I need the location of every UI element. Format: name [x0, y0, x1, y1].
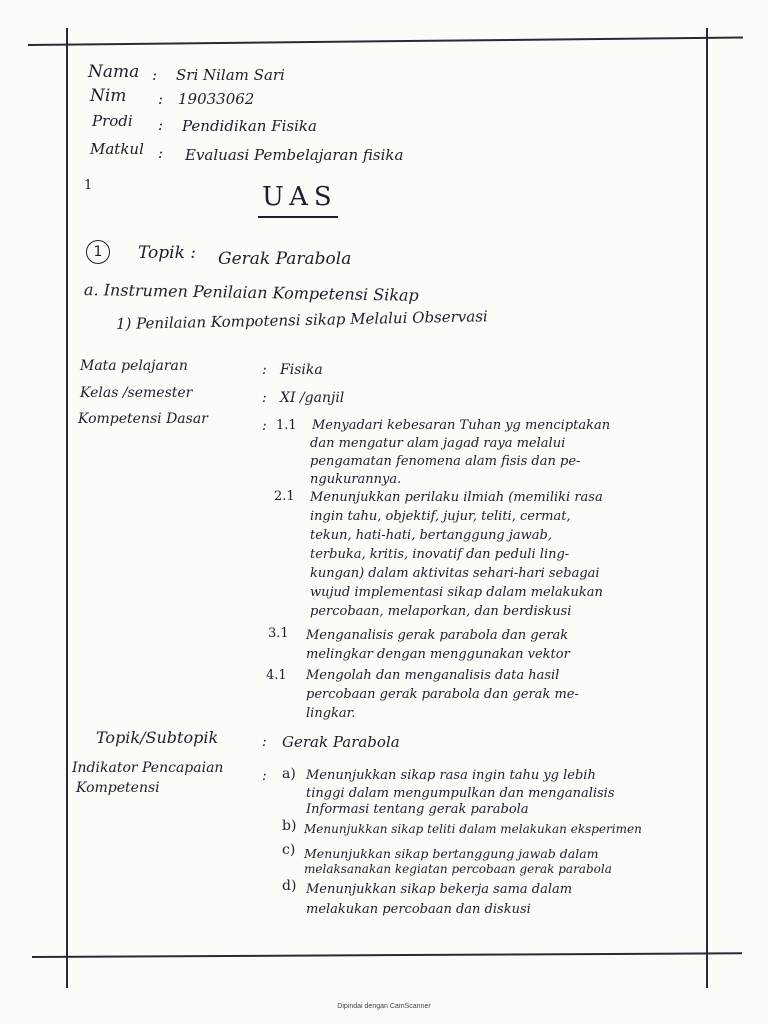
topik-subtopik-label: Topik/Subtopik [96, 728, 219, 747]
kd-sep: : [262, 418, 267, 434]
kd-item-line: Menganalisis gerak parabola dan gerak [306, 628, 569, 643]
kd-item-line: melingkar dengan menggunakan vektor [306, 647, 570, 662]
bottom-margin-line [32, 952, 742, 957]
title-underline [258, 216, 338, 218]
kd-item-line: ingin tahu, objektif, jujur, teliti, cermat, [310, 509, 571, 524]
indikator-line: Menunjukkan sikap bertanggung jawab dalam [304, 846, 599, 861]
kelas-label: Kelas /semester [80, 385, 193, 401]
top-margin-line [28, 37, 743, 46]
indikator-letter: a) [282, 766, 296, 782]
topik-subtopik-sep: : [262, 734, 267, 750]
kd-item-line: kungan) dalam aktivitas sehari-hari sebagai [310, 566, 600, 581]
indikator-line: melakukan percobaan dan diskusi [306, 902, 531, 917]
indikator-letter: d) [282, 878, 297, 894]
kd-item-line: terbuka, kritis, inovatif dan peduli ling- [310, 547, 570, 562]
nama-label: Nama [88, 62, 140, 82]
indikator-line: Informasi tentang gerak parabola [306, 802, 529, 817]
indikator-line: tinggi dalam mengumpulkan dan menganalisis [306, 786, 615, 801]
nim-value: 19033062 [178, 90, 255, 108]
kd-item-line: percobaan, melaporkan, dan berdiskusi [310, 604, 572, 619]
matkul-value: Evaluasi Pembelajaran fisika [185, 146, 404, 164]
indikator-line: Menunjukkan sikap teliti dalam melakukan eksperimen [304, 822, 642, 836]
kd-item-line: percobaan gerak parabola dan gerak me- [306, 687, 579, 702]
page-title: UAS [262, 182, 338, 212]
topik-subtopik-value: Gerak Parabola [282, 733, 400, 751]
nama-sep: : [152, 66, 158, 84]
matkul-label: Matkul [90, 140, 144, 158]
indikator-label-cont: Kompetensi [76, 780, 160, 796]
matkul-sep: : [158, 144, 164, 162]
topik-label: Topik : [138, 243, 197, 263]
topik-value: Gerak Parabola [218, 249, 352, 269]
kd-label: Kompetensi Dasar [78, 411, 208, 427]
kd-item-number: 4.1 [266, 668, 287, 683]
indikator-sep: : [262, 768, 267, 784]
nim-sep: : [158, 90, 164, 108]
indikator-line: Menunjukkan sikap bekerja sama dalam [306, 882, 573, 897]
margin-mark: 1 [84, 178, 93, 193]
mapel-sep: : [262, 362, 267, 378]
kd-item-line: ngukurannya. [310, 472, 402, 487]
kd-item-number: 3.1 [268, 626, 289, 641]
kd-item-line: lingkar. [306, 706, 356, 721]
mapel-label: Mata pelajaran [80, 358, 188, 374]
kelas-sep: : [262, 390, 267, 406]
kd-item-line: pengamatan fenomena alam fisis dan pe- [310, 454, 581, 469]
kd-item-line: Menunjukkan perilaku ilmiah (memiliki rasa [310, 490, 603, 505]
kd-item-line: Menyadari kebesaran Tuhan yg menciptakan [312, 418, 611, 433]
kd-item-number: 1.1 [276, 418, 297, 433]
indikator-letter: b) [282, 818, 297, 834]
kd-item-number: 2.1 [274, 489, 295, 504]
indikator-letter: c) [282, 842, 296, 858]
prodi-sep: : [158, 116, 164, 134]
kd-item-line: Mengolah dan menganalisis data hasil [306, 668, 560, 683]
left-margin-line [66, 28, 68, 988]
mapel-value: Fisika [280, 362, 323, 378]
prodi-value: Pendidikan Fisika [182, 117, 317, 135]
scanner-watermark: Dipindai dengan CamScanner [337, 1003, 431, 1010]
prodi-label: Prodi [92, 112, 133, 130]
question-number-circle: 1 [86, 240, 110, 264]
indikator-label: Indikator Pencapaian [72, 760, 224, 776]
instrument-heading: a. Instrumen Penilaian Kompetensi Sikap [83, 280, 419, 305]
kelas-value: XI /ganjil [280, 390, 345, 406]
indikator-line: melaksanakan kegiatan percobaan gerak parabola [304, 862, 612, 876]
kd-item-line: tekun, hati-hati, bertanggung jawab, [310, 528, 553, 543]
indikator-line: Menunjukkan sikap rasa ingin tahu yg lebih [306, 768, 596, 783]
nim-label: Nim [90, 86, 127, 106]
right-margin-line [706, 28, 708, 988]
nama-value: Sri Nilam Sari [176, 66, 285, 84]
observation-subheading: 1) Penilaian Kompotensi sikap Melalui Observasi [115, 307, 488, 333]
kd-item-line: wujud implementasi sikap dalam melakukan [310, 585, 603, 600]
kd-item-line: dan mengatur alam jagad raya melalui [310, 436, 566, 451]
